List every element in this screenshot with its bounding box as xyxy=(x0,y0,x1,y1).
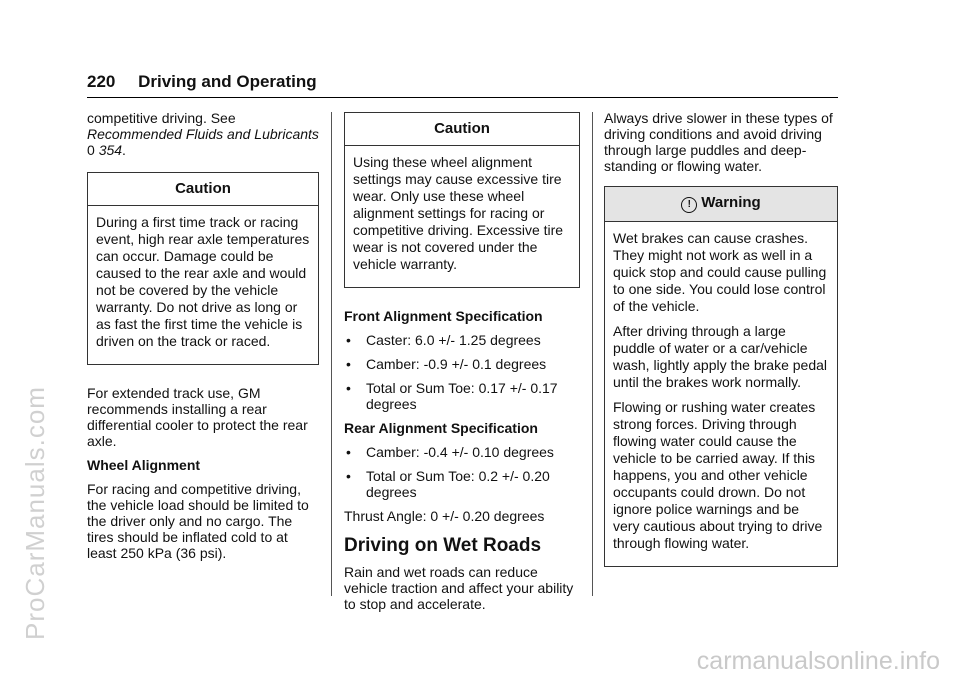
rear-alignment-heading: Rear Alignment Specification xyxy=(344,420,538,436)
caution-text: Using these wheel alignment settings may cause excessive tire wear. Only use these wheel alignment settings for racing or competitive driving. Excessive tire wear is not covered under the vehicle warranty. xyxy=(353,154,564,272)
wet-roads-paragraph: Rain and wet roads can reduce vehicle traction and affect your ability to stop and accelerate. xyxy=(344,564,574,612)
column-divider-1 xyxy=(331,112,332,596)
section-title: Driving on Wet Roads xyxy=(344,535,542,556)
list-item: • Total or Sum Toe: 0.2 +/- 0.20 degrees xyxy=(344,468,580,500)
warning-header xyxy=(605,187,837,222)
warning-title: Warning xyxy=(701,194,761,211)
column-divider-2 xyxy=(592,112,593,596)
list-item: • Camber: -0.4 +/- 0.10 degrees xyxy=(344,444,580,460)
page-number: 220 xyxy=(87,72,116,91)
wheel-alignment-heading: Wheel Alignment xyxy=(87,457,201,473)
side-watermark: ProCarManuals.com xyxy=(20,386,50,640)
column-1 xyxy=(87,110,319,569)
fluids-link[interactable]: Recommended Fluids and Lubricants xyxy=(87,126,319,142)
intro-text: competitive driving. See xyxy=(87,110,236,126)
load-paragraph: For racing and competitive driving, the vehicle load should be limited to the driver only and no cargo. The tires should be inflated cold to at least 250 kPa (36 psi). xyxy=(87,481,309,561)
caution-box-1 xyxy=(87,172,319,365)
caution-box-2 xyxy=(344,112,580,288)
caution-text: During a first time track or racing event, high rear axle temperatures can occur. Damage could be caused to the rear axle and would not be covered by the vehicle warranty. Do not drive as long or as fast the first time the vehicle is driven on the track or raced. xyxy=(96,214,310,349)
warning-text: Wet brakes can cause crashes. They might not work as well in a quick stop and could cause pulling to one side. You could lose control of the vehicle. xyxy=(613,230,827,314)
front-alignment-heading: Front Alignment Specification xyxy=(344,308,543,324)
thrust-angle: Thrust Angle: 0 +/- 0.20 degrees xyxy=(344,508,545,524)
front-alignment-list xyxy=(344,332,580,412)
warning-text: Flowing or rushing water creates strong forces. Driving through flowing water could cause the vehicle to be carried away. If this happens, you and other vehicle occupants could drown. Do not ignore police warnings and be very cautious about trying to drive through flowing water. xyxy=(613,399,823,551)
page-ref-icon: 0 xyxy=(87,142,95,158)
column-2 xyxy=(344,110,580,620)
intro-paragraph xyxy=(87,110,319,158)
caution-title: Caution xyxy=(88,173,318,206)
list-item: • Total or Sum Toe: 0.17 +/- 0.17 degrees xyxy=(344,380,580,412)
drive-slower-paragraph: Always drive slower in these types of driving conditions and avoid driving through large puddles and deep-standing or flowing water. xyxy=(604,110,833,174)
column-3 xyxy=(604,110,838,581)
warning-text: After driving through a large puddle of water or a car/vehicle wash, lightly apply the brake pedal until the brakes work normally. xyxy=(613,323,828,390)
header-rule xyxy=(87,97,838,98)
list-item: • Caster: 6.0 +/- 1.25 degrees xyxy=(344,332,580,348)
cooler-paragraph: For extended track use, GM recommends installing a rear differential cooler to protect the rear axle. xyxy=(87,385,308,449)
period: . xyxy=(122,142,126,158)
warning-box xyxy=(604,186,838,567)
list-item: • Camber: -0.9 +/- 0.1 degrees xyxy=(344,356,580,372)
rear-alignment-list xyxy=(344,444,580,500)
caution-title: Caution xyxy=(345,113,579,146)
page-title: Driving and Operating xyxy=(138,72,317,91)
footer-watermark: carmanualsonline.info xyxy=(696,647,940,675)
page-ref-number[interactable]: 354 xyxy=(98,142,123,158)
warning-icon: ! xyxy=(681,197,697,213)
page-header xyxy=(87,72,317,92)
